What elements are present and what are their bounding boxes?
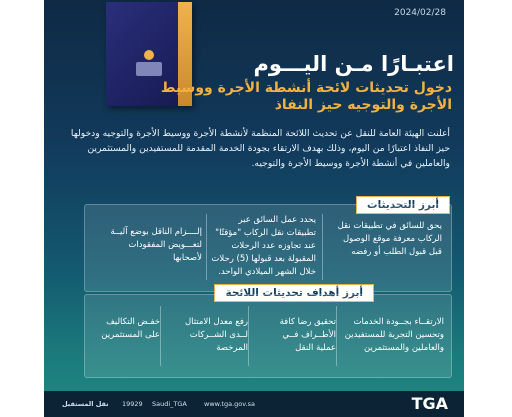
booklet-logo (136, 62, 162, 76)
goals-divider-3 (160, 306, 161, 366)
goal-item-1: الارتقــاء بجــودة الخدمات وتحسين التجربة للمستفيدين والعاملين والمستثمرين (344, 317, 444, 353)
booklet-logo-mark (144, 50, 154, 60)
tga-logo: TGA (411, 394, 448, 413)
footer-social[interactable]: Saudi_TGA (152, 400, 187, 408)
goal-item-2: تحقيق رضا كافة الأطــراف فــي عملية النقل (279, 317, 336, 353)
subheadline: دخول تحديثات لائحة أنشطة الأجرة ووسيط الأجرة والتوجيه حيز النفاذ (160, 80, 452, 113)
goal-item-4: خفـض التكاليف على المستثمرين (101, 317, 160, 340)
updates-divider-2 (206, 214, 207, 280)
announcement-card (44, 0, 464, 417)
goal-item-3: رفع معدل الامتثال لــدى الشــركات المرخصة (184, 317, 248, 353)
updates-divider-1 (322, 214, 323, 280)
update-item-2: يحدد عمل السائق عبر تطبيقات نقل الركاب "مؤقتًا" عند تجاوزه عدد الرحلات المقبولة بعد قبولها (5) رحلات خلال الشهر الميلادي الواحد. (211, 215, 316, 277)
update-item-1: يحق للسائق في تطبيقات نقل الركاب معرفة موقع الوصول قبل قبول الطلب أو رفضه (337, 221, 442, 257)
update-item-3: إلــــزام الناقل بوضع آليــة لتعـــويض المفقودات لأصحابها (110, 227, 202, 263)
goals-header: أبرز أهداف تحديثات اللائحة (214, 284, 374, 302)
headline: اعتبـارًا مـن اليـــوم (253, 52, 454, 76)
goals-divider-1 (336, 306, 337, 366)
footer-bar (44, 391, 464, 417)
post-date: 2024/02/28 (394, 8, 446, 18)
footer-phone[interactable]: 19929 (122, 400, 143, 408)
intro-paragraph: أعلنت الهيئة العامة للنقل عن تحديث اللائحة المنظمة لأنشطة الأجرة ووسيط الأجرة والتوجيه ودخولها حيز النفاذ اعتبارًا من اليوم، وذلك بهدف الارتقاء بجودة الخدمة المقدمة للمستفيدين والمستثمرين والعاملين في أنشطة الأجرة ووسيط الأجرة والتوجيه. (70, 128, 450, 169)
goals-divider-2 (248, 306, 249, 366)
footer-website[interactable]: www.tga.gov.sa (204, 400, 256, 408)
updates-header: أبرز التحديثات (356, 196, 450, 214)
footer-tagline: نقل المستقبل (62, 400, 109, 408)
